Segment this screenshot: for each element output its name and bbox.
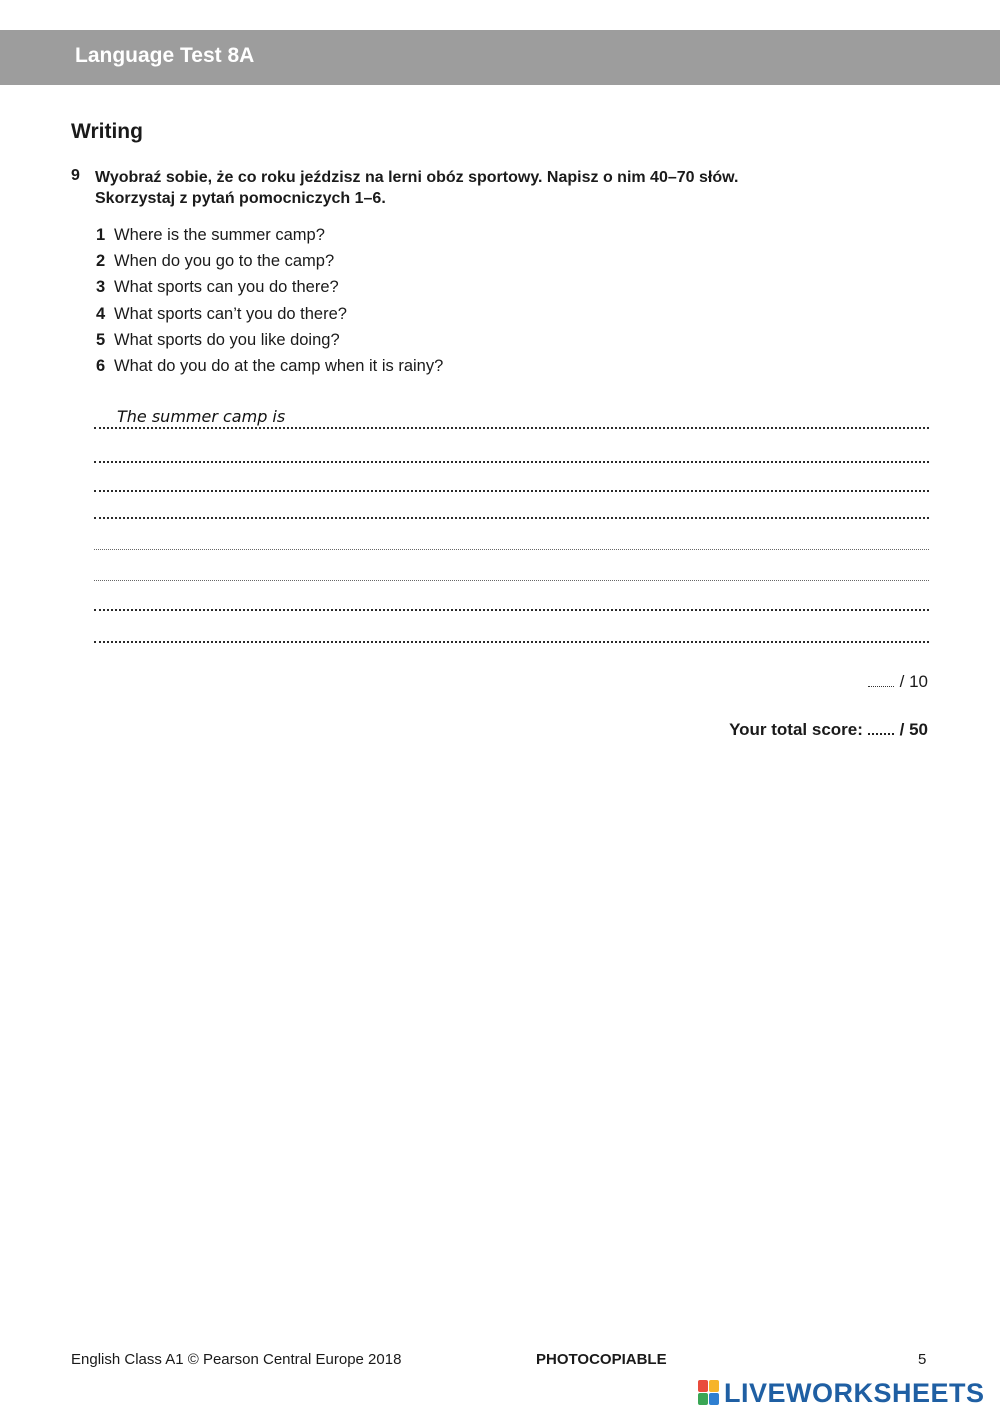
question-item [96,224,443,250]
answer-line[interactable] [94,427,929,429]
question-text: Where is the summer camp? [114,226,325,244]
answer-line[interactable] [94,549,929,550]
question-item [96,303,443,329]
answer-line[interactable] [94,517,929,519]
answer-line[interactable] [94,490,929,492]
answer-starter-text: The summer camp is [117,407,286,426]
total-score-max: / 50 [899,720,928,739]
question-item [96,355,443,381]
task-instruction [95,167,895,209]
footer-copyright: English Class A1 © Pearson Central Europe 2018 [71,1351,402,1368]
question-number: 5 [96,330,106,349]
liveworksheets-wordmark: LIVEWORKSHEETS [724,1377,985,1408]
question-text: What sports do you like doing? [114,330,340,349]
page-title: Language Test 8A [75,44,255,67]
liveworksheets-icon [698,1380,720,1406]
task-instruction-line-2: Skorzystaj z pytań pomocniczych 1–6. [95,190,386,207]
liveworksheets-logo [698,1378,985,1408]
question-item [96,250,443,276]
task-score-max: / 10 [899,672,928,691]
total-score-blank[interactable] [868,732,894,735]
footer-page-number: 5 [918,1351,927,1368]
question-text: What sports can you do there? [114,278,339,297]
task-score [868,672,928,692]
task-number: 9 [71,167,80,184]
question-number: 2 [96,252,106,271]
question-number: 3 [96,278,106,297]
total-score-label: Your total score: [729,720,863,739]
answer-line[interactable] [94,609,929,611]
question-number: 1 [96,226,106,244]
question-list [96,224,443,381]
question-number: 4 [96,304,106,323]
total-score [729,720,928,740]
header-bar [0,30,1000,85]
question-item [96,329,443,355]
question-text: What do you do at the camp when it is rainy? [114,356,444,375]
footer-photocopiable: PHOTOCOPIABLE [536,1351,667,1368]
question-text: When do you go to the camp? [114,252,335,271]
task-instruction-line-1: Wyobraź sobie, że co roku jeździsz na lerni obóz sportowy. Napisz o nim 40–70 słów. [95,169,739,186]
answer-line[interactable] [94,641,929,643]
question-text: What sports can’t you do there? [114,304,347,323]
answer-line[interactable] [94,461,929,463]
answer-line[interactable] [94,580,929,581]
question-number: 6 [96,356,106,375]
section-title: Writing [71,120,143,143]
task-score-blank[interactable] [868,685,894,687]
question-item [96,276,443,302]
